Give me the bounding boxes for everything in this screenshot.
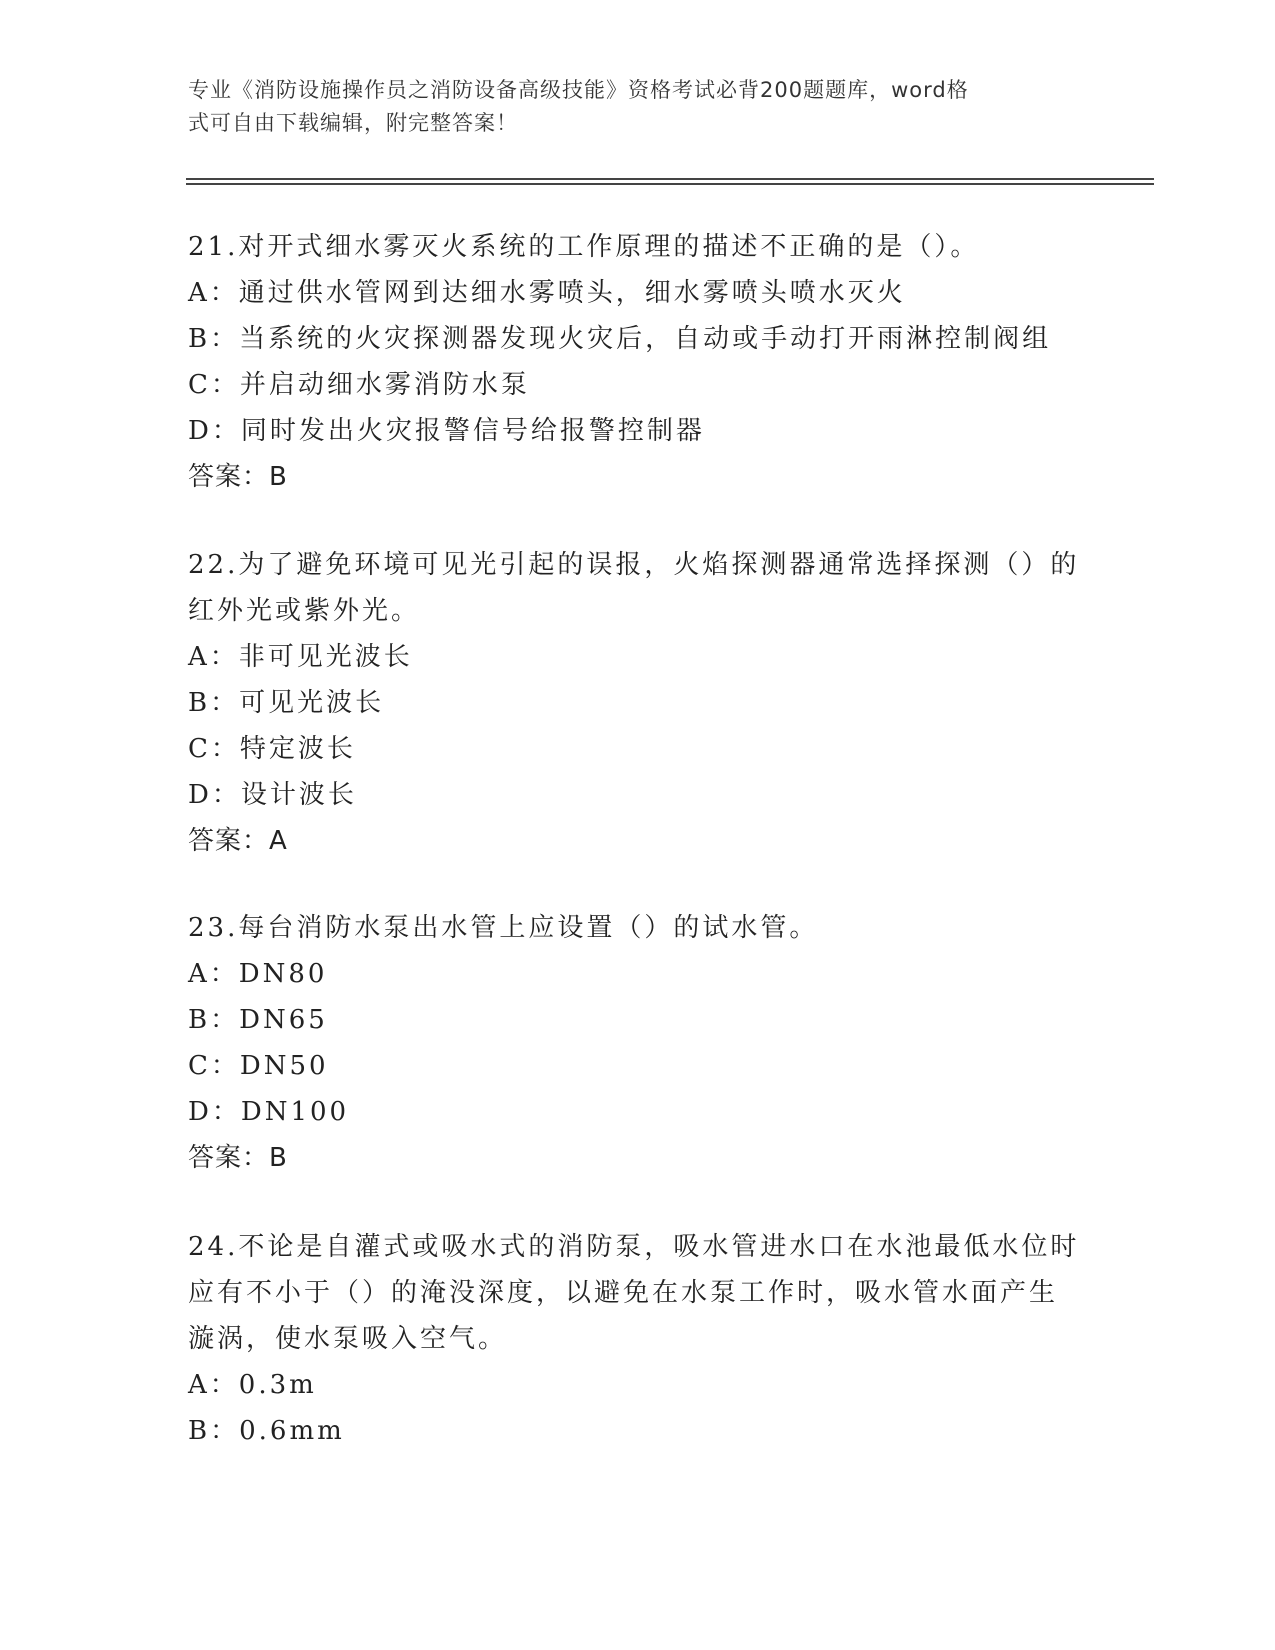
option-b: B：可见光波长 [188, 688, 385, 718]
header-line-1: 专业《消防设施操作员之消防设备高级技能》资格考试必背200题题库，word格 [188, 78, 969, 102]
option-b: B：当系统的火灾探测器发现火灾后，自动或手动打开雨淋控制阀组 [188, 324, 1052, 354]
option-a: A：非可见光波长 [188, 642, 413, 672]
question-24 [188, 1224, 1088, 1454]
question-stem: 红外光或紫外光。 [188, 596, 421, 626]
answer: 答案：A [188, 826, 288, 856]
option-c: C：并启动细水雾消防水泵 [188, 370, 530, 400]
question-stem: 23.每台消防水泵出水管上应设置（）的试水管。 [188, 913, 819, 943]
document-header [188, 74, 1088, 140]
option-b: B：0.6mm [188, 1416, 345, 1446]
option-d: D：DN100 [188, 1097, 350, 1127]
option-c: C：特定波长 [188, 734, 356, 764]
option-c: C：DN50 [188, 1051, 329, 1081]
question-23 [188, 905, 1088, 1181]
question-stem: 21.对开式细水雾灭火系统的工作原理的描述不正确的是（）。 [188, 232, 980, 262]
question-21 [188, 224, 1088, 500]
option-a: A：通过供水管网到达细水雾喷头，细水雾喷头喷水灭火 [188, 278, 906, 308]
option-a: A：0.3m [188, 1370, 317, 1400]
question-stem: 24.不论是自灌式或吸水式的消防泵，吸水管进水口在水池最低水位时 [188, 1232, 1080, 1262]
question-stem: 应有不小于（）的淹没深度，以避免在水泵工作时，吸水管水面产生 [188, 1278, 1059, 1308]
question-stem: 22.为了避免环境可见光引起的误报，火焰探测器通常选择探测（）的 [188, 550, 1080, 580]
question-stem: 漩涡，使水泵吸入空气。 [188, 1324, 508, 1354]
option-d: D：同时发出火灾报警信号给报警控制器 [188, 416, 705, 446]
answer: 答案：B [188, 1143, 288, 1173]
option-d: D：设计波长 [188, 780, 357, 810]
header-divider-top [186, 178, 1154, 180]
option-b: B：DN65 [188, 1005, 328, 1035]
answer: 答案：B [188, 462, 288, 492]
option-a: A：DN80 [188, 959, 328, 989]
header-divider-bottom [186, 183, 1154, 185]
header-line-2: 式可自由下载编辑，附完整答案！ [188, 111, 518, 135]
question-22 [188, 542, 1088, 864]
